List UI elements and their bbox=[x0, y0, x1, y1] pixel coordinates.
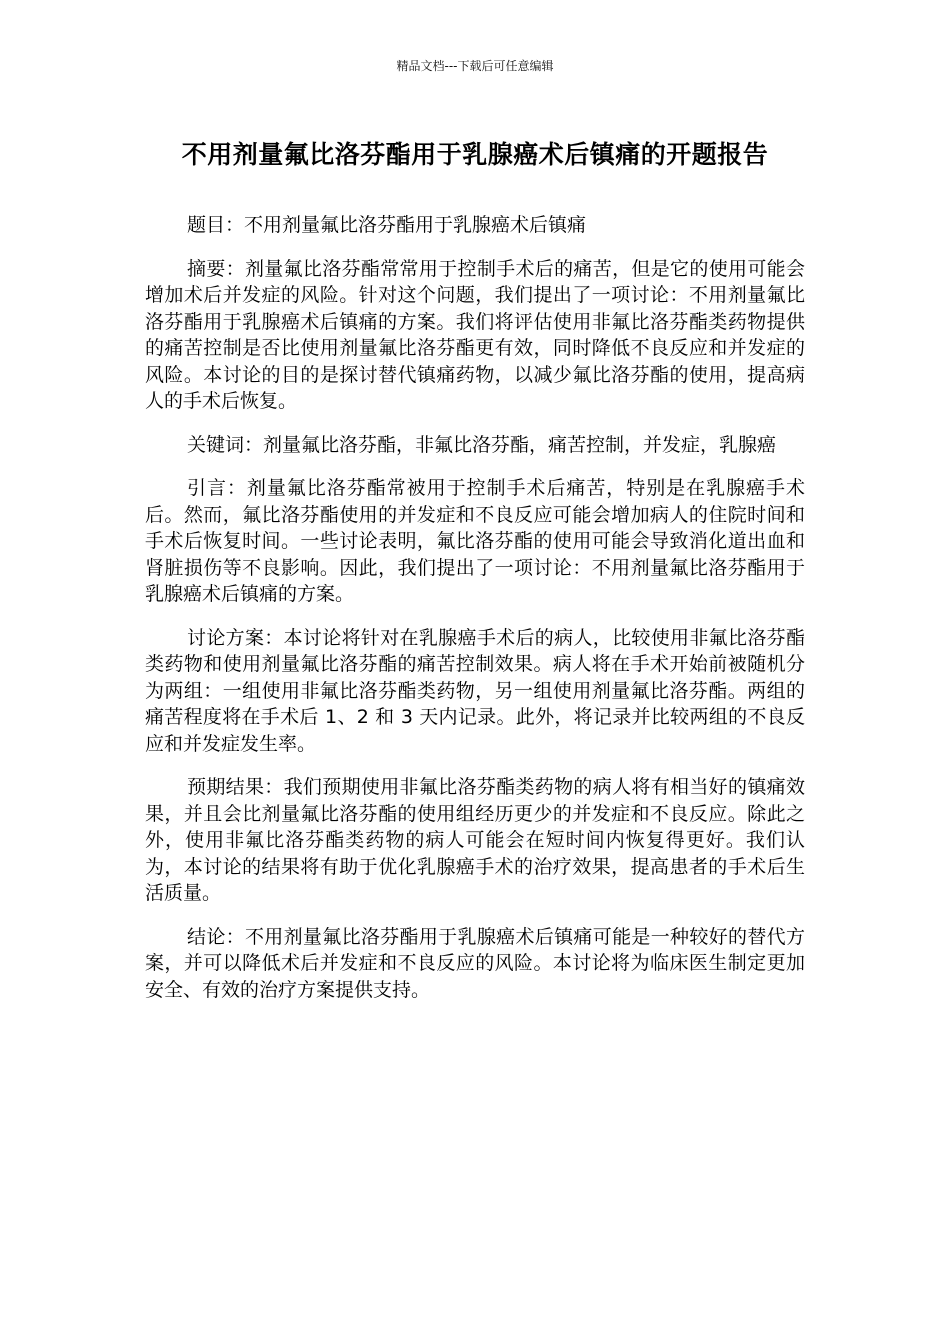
plan-label: 讨论方案： bbox=[187, 626, 284, 649]
abstract-text: 剂量氟比洛芬酯常常用于控制手术后的痛苦，但是它的使用可能会增加术后并发症的风险。针对这个问题，我们提出了一项讨论：不用剂量氟比洛芬酯用于乳腺癌术后镇痛的方案。我们将评估使用非氟比洛芬酯类药物提供的痛苦控制是否比使用剂量氟比洛芬酯更有效，同时降低不良反应和并发症的风险。本讨论的目的是探讨替代镇痛药物，以减少氟比洛芬酯的使用，提高病人的手术后恢复。 bbox=[145, 257, 805, 412]
expected-results-label: 预期结果： bbox=[187, 776, 284, 798]
topic-label: 题目： bbox=[187, 214, 245, 236]
expected-results-paragraph bbox=[145, 774, 805, 907]
introduction-paragraph bbox=[145, 475, 805, 608]
plan-paragraph bbox=[145, 625, 805, 758]
topic-text: 不用剂量氟比洛芬酯用于乳腺癌术后镇痛 bbox=[244, 214, 587, 236]
document-title: 不用剂量氟比洛芬酯用于乳腺癌术后镇痛的开题报告 bbox=[181, 140, 769, 169]
conclusion-paragraph bbox=[145, 924, 805, 1004]
keywords-paragraph bbox=[145, 432, 805, 459]
keywords-label: 关键词： bbox=[187, 433, 264, 456]
expected-results-text: 我们预期使用非氟比洛芬酯类药物的病人将有相当好的镇痛效果，并且会比剂量氟比洛芬酯的使用组经历更少的并发症和不良反应。除此之外，使用非氟比洛芬酯类药物的病人可能会在短时间内恢复得更好。我们认为，本讨论的结果将有助于优化乳腺癌手术的治疗效果，提高患者的手术后生活质量。 bbox=[145, 776, 805, 904]
plan-text: 本讨论将针对在乳腺癌手术后的病人，比较使用非氟比洛芬酯类药物和使用剂量氟比洛芬酯的痛苦控制效果。病人将在手术开始前被随机分为两组：一组使用非氟比洛芬酯类药物，另一组使用剂量氟比洛芬酯。两组的痛苦程度将在手术后 1、2 和 3 天内记录。此外，将记录并比较两组的不良反应和并发症发生率。 bbox=[145, 626, 805, 755]
abstract-label: 摘要： bbox=[187, 257, 245, 280]
abstract-paragraph bbox=[145, 256, 805, 415]
keywords-text: 剂量氟比洛芬酯，非氟比洛芬酯，痛苦控制，并发症，乳腺癌 bbox=[263, 433, 777, 456]
introduction-text: 剂量氟比洛芬酯常被用于控制手术后痛苦，特别是在乳腺癌手术后。然而，氟比洛芬酯使用的并发症和不良反应可能会增加病人的住院时间和手术后恢复时间。一些讨论表明，氟比洛芬酯的使用可能会导致消化道出血和肾脏损伤等不良影响。因此，我们提出了一项讨论：不用剂量氟比洛芬酯用于乳腺癌术后镇痛的方案。 bbox=[145, 477, 805, 605]
document-body bbox=[145, 212, 805, 1020]
topic-paragraph bbox=[145, 212, 805, 239]
introduction-label: 引言： bbox=[187, 477, 247, 499]
conclusion-text: 不用剂量氟比洛芬酯用于乳腺癌术后镇痛可能是一种较好的替代方案，并可以降低术后并发症和不良反应的风险。本讨论将为临床医生制定更加安全、有效的治疗方案提供支持。 bbox=[145, 925, 805, 1001]
conclusion-label: 结论： bbox=[187, 925, 245, 948]
header-note: 精品文档---下载后可任意编辑 bbox=[396, 59, 554, 73]
